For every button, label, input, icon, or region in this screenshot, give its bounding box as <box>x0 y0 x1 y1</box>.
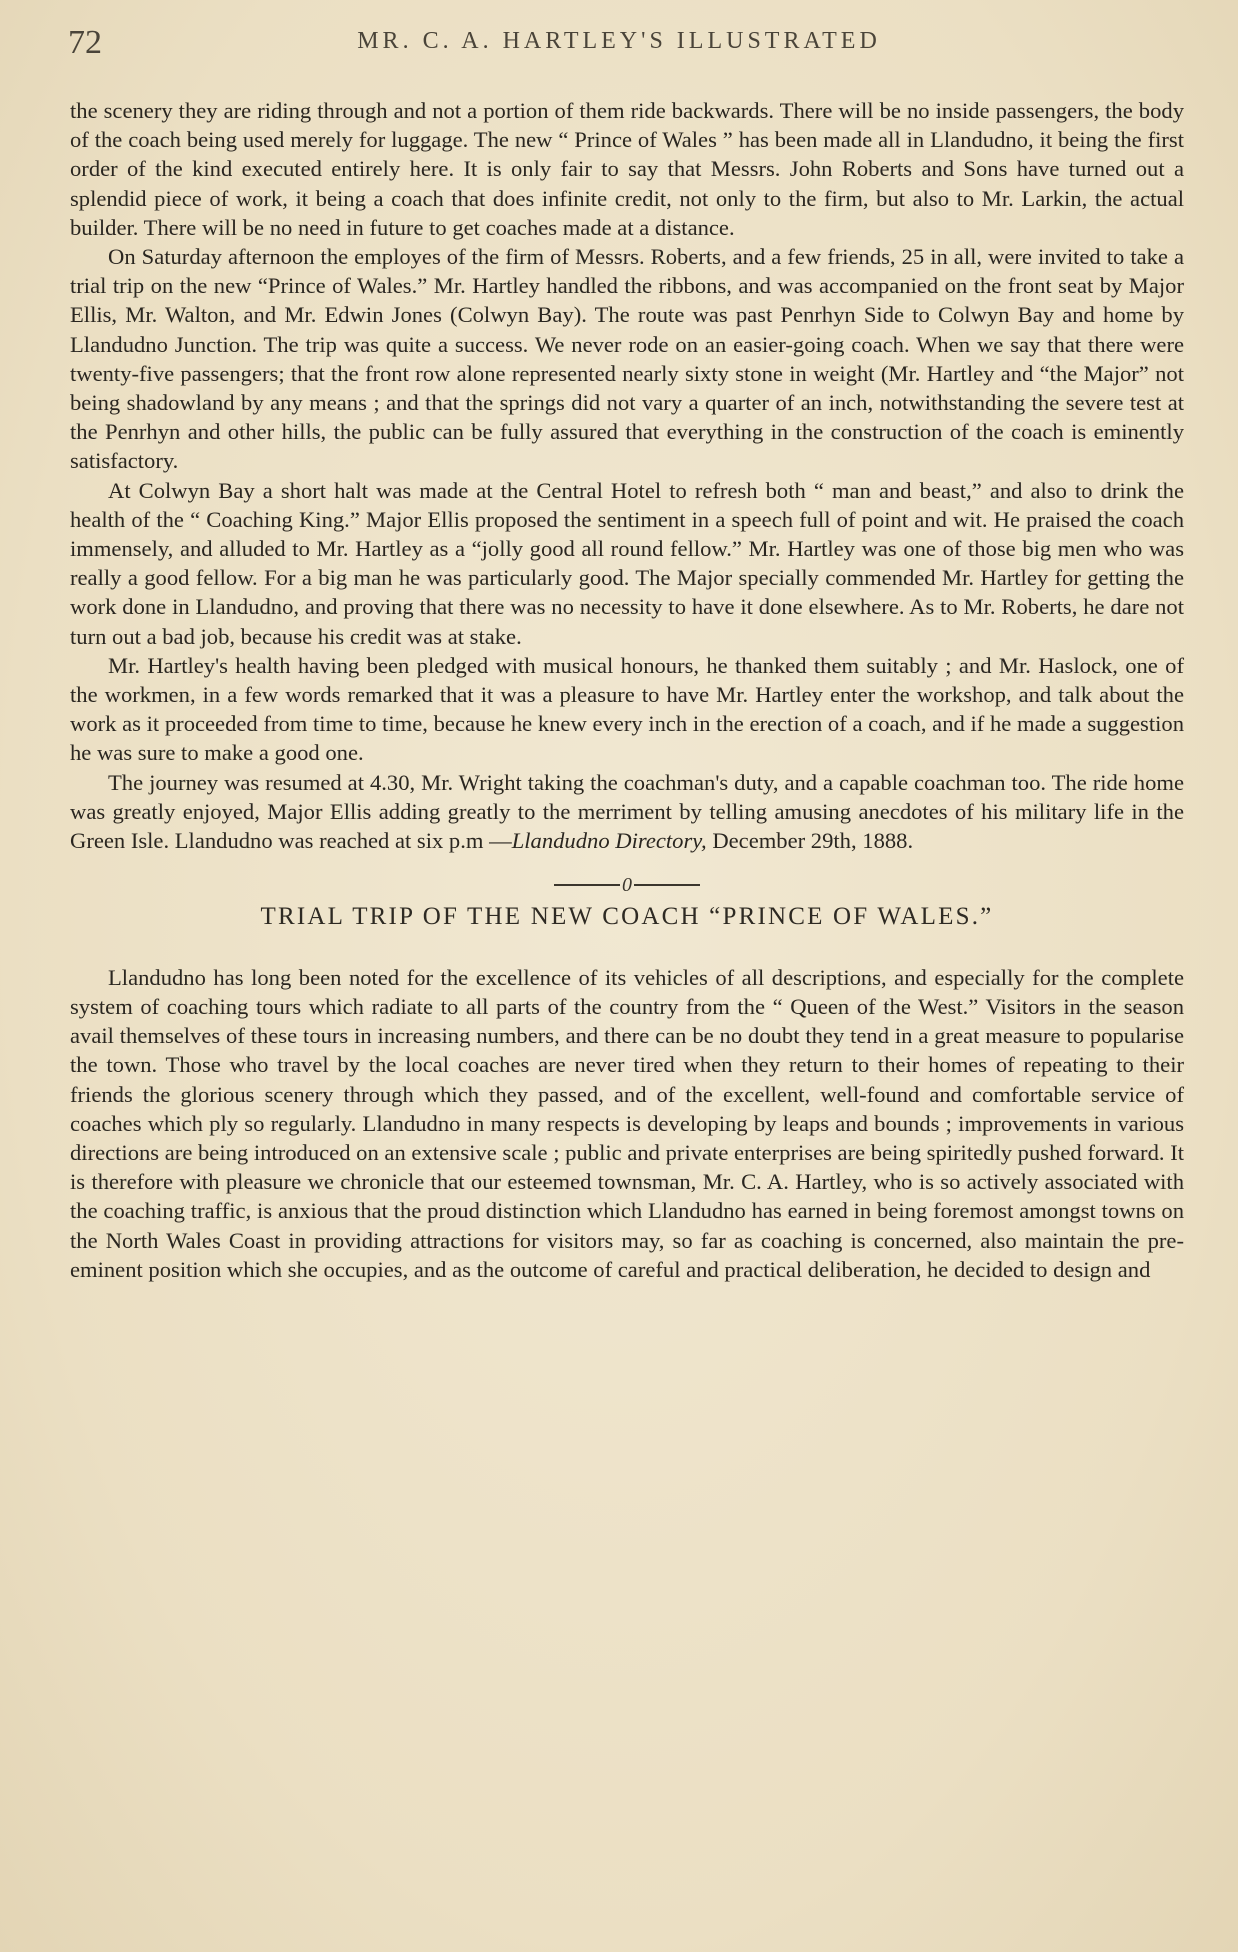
divider-mark: 0 <box>622 873 632 896</box>
article1-paragraph-4: Mr. Hartley's health having been pledged with musical honours, he thanked them suitably ; and Mr. Haslock, one of the workmen, in a few words remarked that it was a pleasure to have Mr. Hartley enter the workshop, and talk about the work as it proceeded from time to time, because he knew every inch in the erection of a coach, and if he made a suggestion he was sure to make a good one. <box>70 652 1184 766</box>
divider-line-left <box>554 884 620 886</box>
article1-paragraph-3: At Colwyn Bay a short halt was made at the Central Hotel to refresh both “ man and beast,” and also to drink the health of the “ Coaching King.” Major Ellis proposed the sentiment in a speech full of point and wit. He praised the coach immensely, and alluded to Mr. Hartley as a “jolly good all round fellow.” Mr. Hartley was one of those big men who was really a good fellow. For a big man he was particularly good. The Major specially commended Mr. Hartley for getting the work done in Llandudno, and proving that there was no necessity to have it done elsewhere. As to Mr. Roberts, he dare not turn out a bad job, because his credit was at stake. <box>70 477 1184 649</box>
running-title: MR. C. A. HARTLEY'S ILLUSTRATED <box>357 28 881 54</box>
article1-paragraph-1: the scenery they are riding through and not a portion of them ride backwards. There will be no inside passengers, the body of the coach being used merely for luggage. The new “ Prince of Wales ” has been made all in Llandudno, it being the first order of the kind executed entirely here. It is only fair to say that Messrs. John Roberts and Sons have turned out a splendid piece of work, it being a coach that does infinite credit, not only to the firm, but also to Mr. Larkin, the actual builder. There will be no need in future to get coaches made at a distance. <box>70 98 1184 240</box>
page-number: 72 <box>68 24 102 61</box>
article1-paragraph-5 <box>70 768 1184 856</box>
article1-paragraph-2: On Saturday afternoon the employes of the firm of Messrs. Roberts, and a few friends, 25 in all, were invited to take a trial trip on the new “Prince of Wales.” Mr. Hartley handled the ribbons, and was accompanied on the front seat by Major Ellis, Mr. Walton, and Mr. Edwin Jones (Colwyn Bay). The route was past Penrhyn Side to Colwyn Bay and home by Llandudno Junction. The trip was quite a success. We never rode on an easier-going coach. When we say that there were twenty-five passengers; that the front row alone represented nearly sixty stone in weight (Mr. Hartley and “the Major” not being shadowland by any means ; and that the springs did not vary a quarter of an inch, notwithstanding the severe test at the Penrhyn and other hills, the public can be fully assured that everything in the construction of the coach is eminently satisfactory. <box>70 244 1184 474</box>
page-header <box>60 24 1178 64</box>
source-citation: Llandudno Directory, <box>511 828 707 854</box>
article1-paragraph-5-text: The journey was resumed at 4.30, Mr. Wright taking the coachman's duty, and a capable coachman too. The ride home was greatly enjoyed, Major Ellis adding greatly to the merriment by telling amusing anecdotes of his military life in the Green Isle. Llandudno was reached at six p.m — <box>70 769 1184 854</box>
section-title: TRIAL TRIP OF THE NEW COACH “PRINCE OF WALES.” <box>260 902 994 930</box>
divider-line-right <box>634 884 700 886</box>
article-body <box>70 96 1184 1284</box>
source-date: December 29th, 1888. <box>706 828 914 854</box>
article2-paragraph-1: Llandudno has long been noted for the excellence of its vehicles of all descriptions, and especially for the complete system of coaching tours which radiate to all parts of the country from the “ Queen of the West.” Visitors in the season avail themselves of these tours in increasing numbers, and there can be no doubt they tend in a great measure to popularise the town. Those who travel by the local coaches are never tired when they return to their homes of repeating to their friends the glorious scenery through which they passed, and of the excellent, well-found and comfortable service of coaches which ply so regularly. Llandudno in many respects is developing by leaps and bounds ; improvements in various directions are being introduced on an extensive scale ; public and private enterprises are being spiritedly pushed forward. It is therefore with pleasure we chronicle that our esteemed townsman, Mr. C. A. Hartley, who is so actively associated with the coaching traffic, is anxious that the proud distinction which Llandudno has earned in being foremost amongst towns on the North Wales Coast in providing attractions for visitors may, so far as coaching is concerned, also maintain the pre-eminent position which she occupies, and as the outcome of careful and practical deliberation, he decided to design and <box>70 964 1184 1282</box>
section-divider <box>70 873 1184 894</box>
